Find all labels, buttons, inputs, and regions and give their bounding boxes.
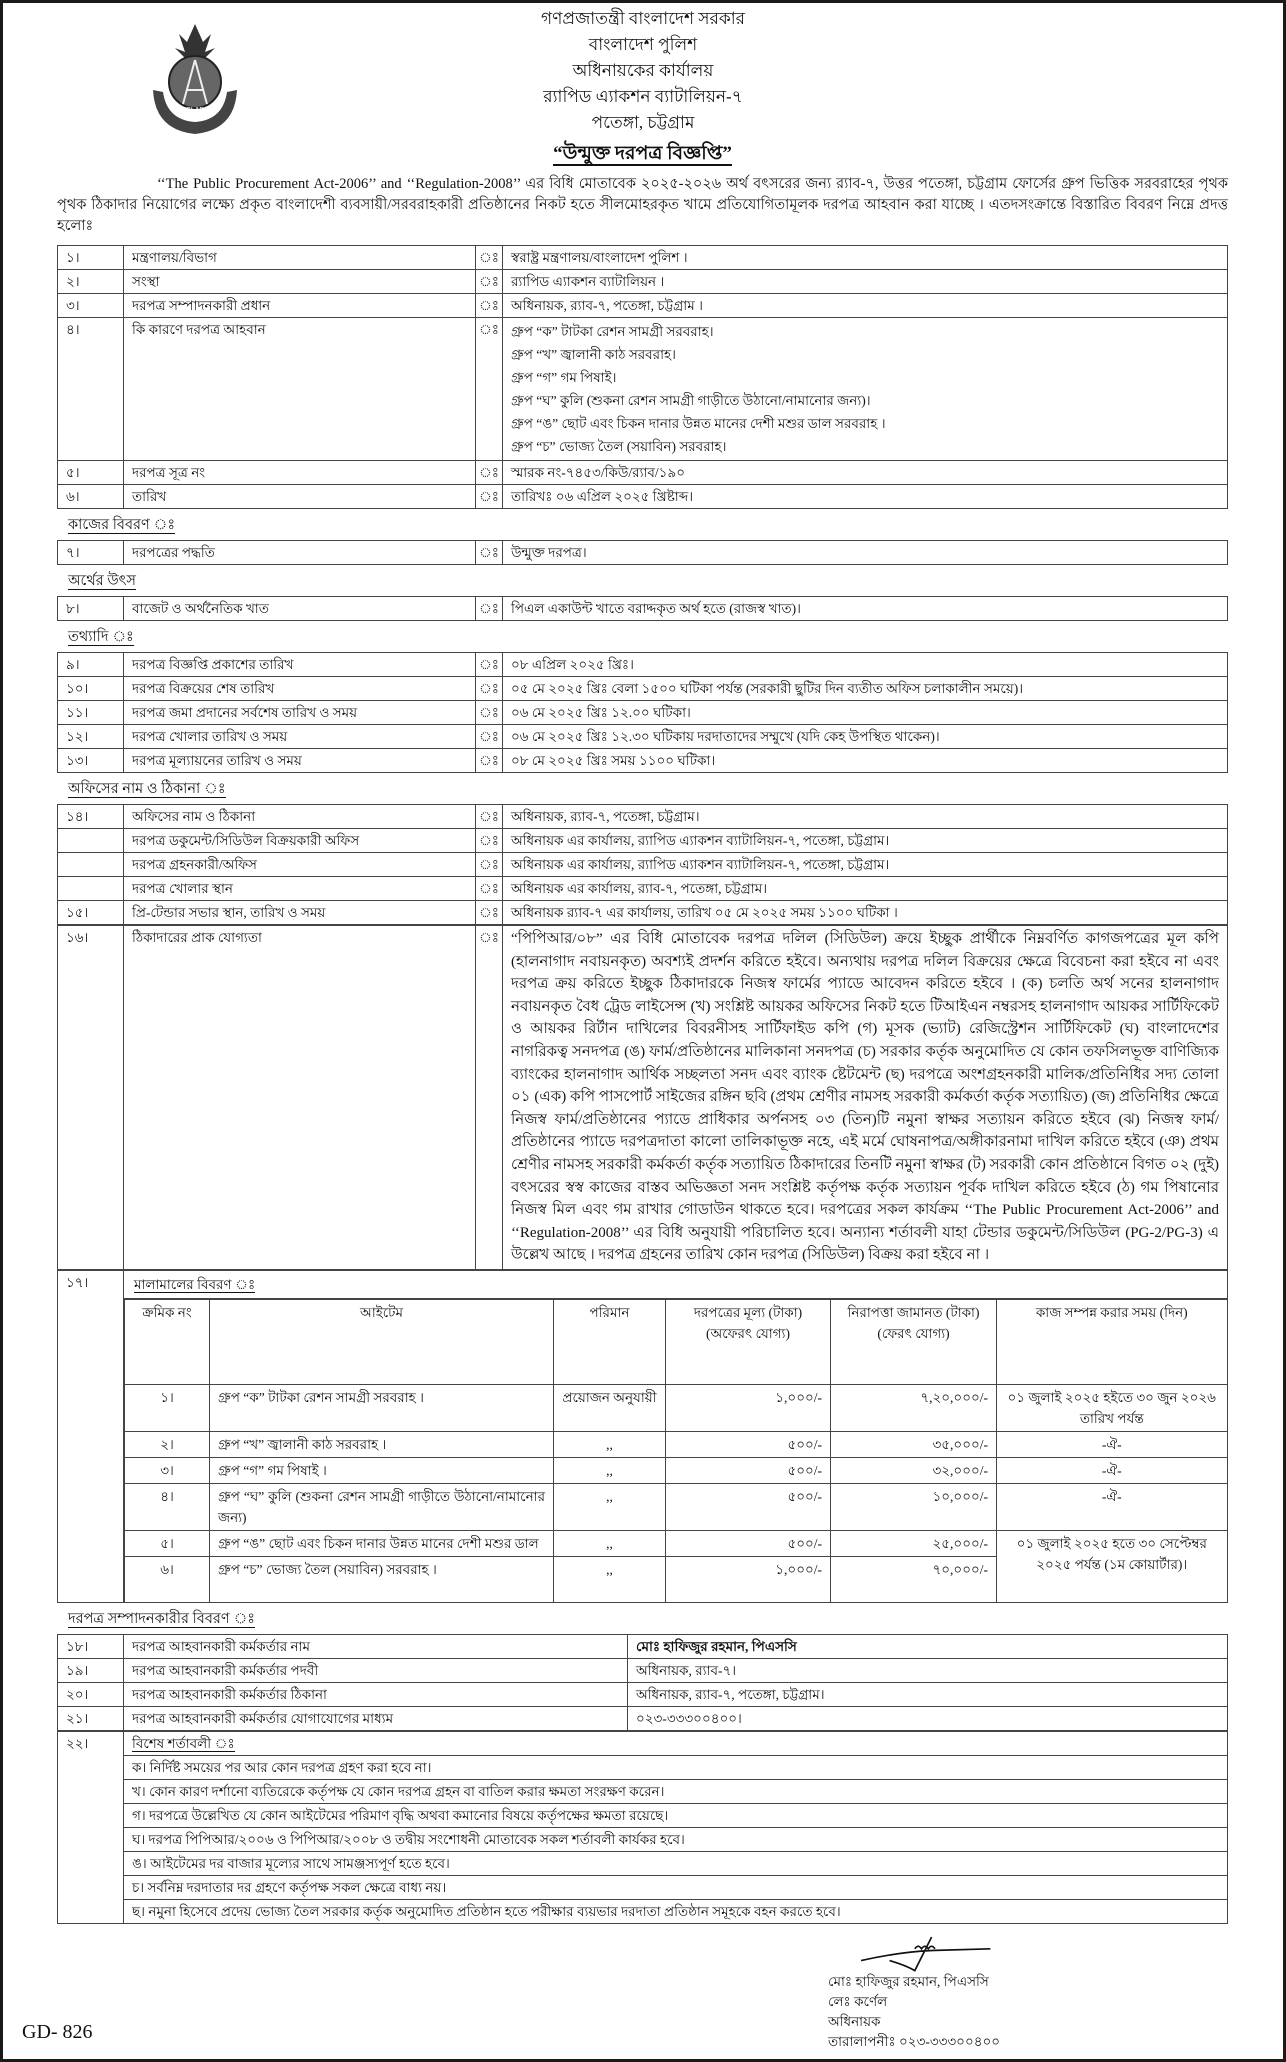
value-line: পিএল একাউন্ট খাতে বরাদ্দকৃত অর্থ হতে (রাজস্ব খাত)। (511, 601, 801, 616)
value-line: ০৫ মে ২০২৫ খ্রিঃ বেলা ১৫০০ ঘটিকা পর্যন্ত (সরকারী ছুটির দিন ব্যতীত অফিস চলাকালীন সময়ে)। (511, 681, 1024, 696)
item-tender-price: ৫০০/- (666, 1483, 831, 1530)
row-number: ৭। (58, 541, 124, 565)
section-work-text: কাজের বিবরণ ঃ (68, 517, 176, 533)
notice-title (57, 140, 1228, 168)
term-row (58, 1804, 1228, 1828)
section-fund-heading (68, 571, 1228, 591)
signatory-name: মোঃ হাফিজুর রহমান, পিএসসি (828, 1974, 989, 1990)
term-row (58, 1852, 1228, 1876)
table-row (58, 318, 1228, 461)
item-completion-time: -ঐ- (997, 1457, 1228, 1483)
item-row (125, 1431, 1228, 1457)
colon: ঃ (476, 677, 503, 701)
column-header: দরপত্রের মূল্য (টাকা) (অফেরৎ যোগ্য) (666, 1299, 831, 1384)
value-line: ০৮ এপ্রিল ২০২৫ খ্রিঃ। (511, 657, 634, 672)
header-line-police: বাংলাদেশ পুলিশ (588, 35, 698, 54)
row-value (503, 270, 1228, 294)
row-value (503, 853, 1228, 877)
header-line-office: অধিনায়কের কার্যালয় (572, 61, 714, 80)
item-row (125, 1530, 1228, 1556)
item-name: গ্রুপ “ঘ” কুলি (শুকনা রেশন সামগ্রী গাড়ীতে উঠানো/নামানোর জন্য) (210, 1483, 554, 1530)
item-tender-price: ১,০০০/- (666, 1384, 831, 1431)
table-row (58, 246, 1228, 270)
row-value (503, 725, 1228, 749)
section-fund-text: অর্থের উৎস (68, 573, 136, 589)
item-completion-time: ০১ জুলাই ২০২৫ হইতে ৩০ জুন ২০২৬ তারিখ পর্যন্ত (997, 1384, 1228, 1431)
row-label: দরপত্রের পদ্ধতি (124, 541, 476, 565)
items-header-row (125, 1299, 1228, 1384)
term-row (58, 1756, 1228, 1780)
row-number (58, 877, 124, 901)
item-completion-time: -ঐ- (997, 1483, 1228, 1530)
value-line: ০৮ মে ২০২৫ খ্রিঃ সময় ১১০০ ঘটিকা। (511, 753, 716, 768)
colon: ঃ (476, 461, 503, 485)
value-line: অধিনায়ক এর কার্যালয়, র‍্যাপিড এ্যাকশন ব্যাটালিয়ন-৭, পতেঙ্গা, চট্টগ্রাম। (511, 857, 890, 872)
colon: ঃ (476, 926, 503, 1270)
value-line: ০৬ মে ২০২৫ খ্রিঃ ১২.৩০ ঘটিকায় দরদাতাদের সম্মুখে (যদি কেহ উপস্থিত থাকেন)। (511, 729, 940, 744)
colon: ঃ (476, 270, 503, 294)
row-number: ৩। (58, 294, 124, 318)
section-officer-heading (68, 1609, 1228, 1629)
item-quantity: ,, (554, 1556, 666, 1602)
fund-table (57, 596, 1228, 621)
item-security-deposit: ৩২,০০০/- (831, 1457, 997, 1483)
signatory-designation: অধিনায়ক (828, 2014, 881, 2030)
term-row (58, 1876, 1228, 1900)
table-row (58, 270, 1228, 294)
item-security-deposit: ২৫,০০০/- (831, 1530, 997, 1556)
qualification-table (57, 925, 1228, 1270)
table-row (58, 926, 1228, 1270)
row-label: কি কারণে দরপত্র আহবান (124, 318, 476, 461)
item-security-deposit: ১০,০০০/- (831, 1483, 997, 1530)
row-value (503, 246, 1228, 270)
column-header: পরিমান (554, 1299, 666, 1384)
row-value (503, 653, 1228, 677)
value-line: গ্রুপ “ঙ” ছোট এবং চিকন দানার উন্নত মানের দেশী মশুর ডাল সরবরাহ । (511, 416, 886, 431)
item-serial: ৪। (125, 1483, 210, 1530)
item-serial: ৬। (125, 1556, 210, 1602)
value-line: অধিনায়ক র‍্যাব-৭ এর কার্যালয়, তারিখ ০৫ মে ২০২৫ সময় ১১০০ ঘটিকা । (511, 905, 898, 920)
item-security-deposit: ৩৫,০০০/- (831, 1431, 997, 1457)
item-serial: ৫। (125, 1530, 210, 1556)
table-row (58, 461, 1228, 485)
officer-table (57, 1634, 1228, 1731)
special-term: চ। সর্বনিম্ন দরদাতার দর গ্রহণে কর্তৃপক্ষ সকল ক্ষেত্রে বাধ্য নয়। (124, 1876, 1228, 1900)
term-row (58, 1900, 1228, 1924)
document-content (22, 0, 1228, 2062)
row-number: ১২। (58, 725, 124, 749)
term-row (58, 1828, 1228, 1852)
table-row (58, 877, 1228, 901)
item-completion-time: ০১ জুলাই ২০২৫ হতে ৩০ সেপ্টেম্বর ২০২৫ পর্যন্ত (১ম কোয়ার্টার)। (997, 1530, 1228, 1602)
item-tender-price: ৫০০/- (666, 1457, 831, 1483)
item-tender-price: ৫০০/- (666, 1530, 831, 1556)
colon: ঃ (476, 877, 503, 901)
colon: ঃ (476, 805, 503, 829)
goods-description-table (57, 1270, 1228, 1604)
table-row (58, 1270, 1228, 1298)
colon: ঃ (476, 597, 503, 621)
table-row (58, 1732, 1228, 1756)
signature-scribble (840, 1932, 1040, 1974)
value-line: গ্রুপ “খ” জ্বালানী কাঠ সরবরাহ। (511, 347, 676, 362)
row-label: মন্ত্রণালয়/বিভাগ (124, 246, 476, 270)
signature-area (22, 1932, 1228, 2052)
table-row (58, 677, 1228, 701)
colon: ঃ (476, 749, 503, 773)
table-row (58, 829, 1228, 853)
row-label: দরপত্র বিক্রয়ের শেষ তারিখ (124, 677, 476, 701)
row-number (58, 829, 124, 853)
row-label: অফিসের নাম ও ঠিকানা (124, 805, 476, 829)
row-label: দরপত্র আহবানকারী কর্মকর্তার ঠিকানা (124, 1683, 628, 1707)
table-row (58, 749, 1228, 773)
value-line: উন্মুক্ত দরপত্র। (511, 545, 587, 560)
colon: ঃ (476, 485, 503, 509)
value-line: স্বরাষ্ট্র মন্ত্রণালয়/বাংলাদেশ পুলিশ । (511, 250, 688, 265)
colon: ঃ (476, 725, 503, 749)
item-row (125, 1483, 1228, 1530)
table-row (58, 485, 1228, 509)
row-number: ২২। (58, 1732, 124, 1924)
item-security-deposit: ৭,২০,০০০/- (831, 1384, 997, 1431)
special-term: ছ। নমুনা হিসেবে প্রদেয় ভোজ্য তৈল সরকার কর্তৃক অনুমোদিত প্রতিষ্ঠান হতে পরীক্ষার ব্যয়ভার দরদাতা প্রতিষ্ঠান সমূহকে বহন করতে হবে। (124, 1900, 1228, 1924)
item-quantity: ,, (554, 1457, 666, 1483)
row-value (503, 597, 1228, 621)
table-row (58, 1635, 1228, 1659)
value-line: তারিখঃ ০৬ এপ্রিল ২০২৫ খ্রিষ্টাব্দ। (511, 489, 694, 504)
colon: ঃ (476, 294, 503, 318)
row-value (503, 901, 1228, 925)
row-label: সংস্থা (124, 270, 476, 294)
signatory-rank: লেঃ কর্ণেল (828, 1994, 888, 2010)
row-number: ২০। (58, 1683, 124, 1707)
item-security-deposit: ৭০,০০০/- (831, 1556, 997, 1602)
row-label: দরপত্র বিজ্ঞপ্তি প্রকাশের তারিখ (124, 653, 476, 677)
colon: ঃ (476, 829, 503, 853)
item-row (125, 1457, 1228, 1483)
colon: ঃ (476, 701, 503, 725)
table-row (58, 597, 1228, 621)
colon: ঃ (476, 853, 503, 877)
section-office-text: অফিসের নাম ও ঠিকানা ঃ (68, 781, 226, 797)
value-line: র‍্যাপিড এ্যাকশন ব্যাটালিয়ন । (511, 274, 665, 289)
row-value (503, 877, 1228, 901)
row-value (503, 749, 1228, 773)
row-value (503, 318, 1228, 461)
item-tender-price: ৫০০/- (666, 1431, 831, 1457)
row-label: ঠিকাদারের প্রাক যোগ্যতা (124, 926, 476, 1270)
row-number: ১৩। (58, 749, 124, 773)
value-line: অধিনায়ক, র‍্যাব-৭, পতেঙ্গা, চট্টগ্রাম। (511, 809, 700, 824)
section-officer-text: দরপত্র সম্পাদনকারীর বিবরণ ঃ (68, 1611, 256, 1628)
item-serial: ৩। (125, 1457, 210, 1483)
row-label: তারিখ (124, 485, 476, 509)
dates-table (57, 652, 1228, 773)
row-label: প্রি-টেন্ডার সভার স্থান, তারিখ ও সময় (124, 901, 476, 925)
item-quantity: ,, (554, 1431, 666, 1457)
row-value (503, 701, 1228, 725)
office-table (57, 804, 1228, 925)
row-number: ২১। (58, 1707, 124, 1731)
value-line: অধিনায়ক এর কার্যালয়, র‍্যাব-৭, পতেঙ্গা, চট্টগ্রাম। (511, 881, 768, 896)
item-name: গ্রুপ “ঙ” ছোট এবং চিকন দানার উন্নত মানের দেশী মশুর ডাল (210, 1530, 554, 1556)
special-term: ঙ। আইটেমের দর বাজার মূল্যের সাথে সামঞ্জস্যপূর্ণ হতে হবে। (124, 1852, 1228, 1876)
row-value: অধিনায়ক, র‍্যাব-৭। (628, 1659, 1228, 1683)
row-label: দরপত্র সূত্র নং (124, 461, 476, 485)
row-label: দরপত্র আহবানকারী কর্মকর্তার নাম (124, 1635, 628, 1659)
row-label: দরপত্র ডকুমেন্ট/সিডিউল বিক্রয়কারী অফিস (124, 829, 476, 853)
row-number (58, 853, 124, 877)
row-value: ০২৩-৩৩৩০০৪০০। (628, 1707, 1228, 1731)
row-value (503, 541, 1228, 565)
row-value (503, 805, 1228, 829)
work-table (57, 540, 1228, 565)
table-row (58, 901, 1228, 925)
column-header: আইটেম (210, 1299, 554, 1384)
row-value (503, 461, 1228, 485)
row-label: দরপত্র সম্পাদনকারী প্রধান (124, 294, 476, 318)
value-line: গ্রুপ “গ” গম পিষাই। (511, 370, 617, 385)
special-term: ঘ। দরপত্র পিপিআর/২০০৬ ও পিপিআর/২০০৮ ও তদ্বীয় সংশোধনী মোতাবেক সকল শর্তাবলী কার্যকর হবে। (124, 1828, 1228, 1852)
colon: ঃ (476, 901, 503, 925)
value-line: স্মারক নং-৭৪৫৩/কিউ/র‍্যাব/১৯০ (511, 465, 685, 480)
row-number: ১৮। (58, 1635, 124, 1659)
row-number: ১০। (58, 677, 124, 701)
table-row (58, 725, 1228, 749)
table-row (58, 701, 1228, 725)
item-serial: ১। (125, 1384, 210, 1431)
item-name: গ্রুপ “চ” ভোজ্য তৈল (সয়াবিন) সরবরাহ । (210, 1556, 554, 1602)
general-info-table (57, 245, 1228, 509)
signature-block (828, 1972, 1000, 2052)
column-header: কাজ সম্পন্ন করার সময় (দিন) (997, 1299, 1228, 1384)
row-number: ৯। (58, 653, 124, 677)
items-table (124, 1299, 1228, 1603)
table-row (58, 1659, 1228, 1683)
row-value (503, 485, 1228, 509)
table-row (58, 1707, 1228, 1731)
signatory-phone: তারালাপনীঃ ০২৩-৩৩৩০০৪০০ (828, 2034, 1001, 2050)
value-line: গ্রুপ “চ” ভোজ্য তৈল (সয়াবিন) সরবরাহ। (511, 439, 727, 454)
section-info-heading (68, 627, 1228, 647)
row-number: ১৫। (58, 901, 124, 925)
table-row (58, 1683, 1228, 1707)
table-row (58, 541, 1228, 565)
value-line: ০৬ মে ২০২৫ খ্রিঃ ১২.০০ ঘটিকা। (511, 705, 691, 720)
item-quantity: ,, (554, 1530, 666, 1556)
column-header: ক্রমিক নং (125, 1299, 210, 1384)
row-label: দরপত্র আহবানকারী কর্মকর্তার পদবী (124, 1659, 628, 1683)
row-number: ১৪। (58, 805, 124, 829)
row-value: মোঃ হাফিজুর রহমান, পিএসসি (628, 1635, 1228, 1659)
svg-text:BANGLADESH: BANGLADESH (171, 107, 219, 114)
row-number: ১। (58, 246, 124, 270)
term-row (58, 1780, 1228, 1804)
row-number: ৫। (58, 461, 124, 485)
row-number: ৬। (58, 485, 124, 509)
item-quantity: ,, (554, 1483, 666, 1530)
header-line-location: পতেঙ্গা, চট্টগ্রাম (591, 113, 695, 132)
special-term: গ। দরপত্রে উল্লেখিত যে কোন আইটেমের পরিমাণ বৃদ্ধি অথবা কমানোর বিষয়ে কর্তৃপক্ষের ক্ষমতা রয়েছে। (124, 1804, 1228, 1828)
row-label: দরপত্র খোলার তারিখ ও সময় (124, 725, 476, 749)
table-row (58, 805, 1228, 829)
header-line-battalion: র‍্যাপিড এ্যাকশন ব্যাটালিয়ন-৭ (543, 87, 743, 106)
row-value: অধিনায়ক, র‍্যাব-৭, পতেঙ্গা, চট্টগ্রাম। (628, 1683, 1228, 1707)
colon: ঃ (476, 318, 503, 461)
value-line: গ্রুপ “ক” টাটকা রেশন সামগ্রী সরবরাহ। (511, 324, 714, 339)
table-row (58, 853, 1228, 877)
row-label: দরপত্র মূল্যায়নের তারিখ ও সময় (124, 749, 476, 773)
row-label (124, 1270, 1228, 1298)
row-label: দরপত্র গ্রহনকারী/অফিস (124, 853, 476, 877)
value-line: অধিনায়ক, র‍্যাব-৭, পতেঙ্গা, চট্টগ্রাম । (511, 298, 703, 313)
item-name: গ্রুপ “খ” জ্বালানী কাঠ সরবরাহ । (210, 1431, 554, 1457)
goods-heading: মালামালের বিবরণ ঃ (134, 1276, 256, 1292)
row-label: দরপত্র আহবানকারী কর্মকর্তার যোগাযোগের মাধ্যম (124, 1707, 628, 1731)
colon: ঃ (476, 246, 503, 270)
row-value (503, 829, 1228, 853)
item-completion-time: -ঐ- (997, 1431, 1228, 1457)
row-number: ১৯। (58, 1659, 124, 1683)
item-name: গ্রুপ “ক” টাটকা রেশন সামগ্রী সরবরাহ । (210, 1384, 554, 1431)
row-label: বাজেট ও অর্থনৈতিক খাত (124, 597, 476, 621)
row-value (503, 677, 1228, 701)
row-number: ১৬। (58, 926, 124, 1270)
intro-paragraph: ‘‘The Public Procurement Act-2006’’ and ‘‘Regulation-2008’’ এর বিধি মোতাবেক ২০২৫-২০২৬ অর্থ বৎসরের জন্য র‍্যাব-৭, উত্তর পতেঙ্গা, চট্টগ্রাম ফোর্সের গ্রুপ ভিত্তিক সরবরাহের পৃথক পৃথক ঠিকাদার নিয়োগের লক্ষ্যে প্রকৃত বাংলাদেশী ব্যবসায়ী/সরবরাহকারী প্রতিষ্ঠানের নিকট হতে সীলমোহরকৃত খামে প্রতিযোগিতামূলক দরপত্র আহবান করা যাচ্ছে । এতদসংক্রান্তে বিস্তারিত বিবরণ নিম্নে প্রদত্ত হলোঃ (57, 176, 1228, 234)
colon: ঃ (476, 653, 503, 677)
special-term: খ। কোন কারণ দর্শানো ব্যতিরেকে কর্তৃপক্ষ যে কোন দরপত্র গ্রহন বা বাতিল করার ক্ষমতা সংরক্ষণ করেন। (124, 1780, 1228, 1804)
item-row (125, 1384, 1228, 1431)
item-tender-price: ১,০০০/- (666, 1556, 831, 1602)
table-row (58, 653, 1228, 677)
row-label (124, 1732, 1228, 1756)
table-row (58, 294, 1228, 318)
section-info-text: তথ্যাদি ঃ (68, 629, 134, 645)
qualification-text: “পিপিআর/০৮” এর বিধি মোতাবেক দরপত্র দলিল (সিডিউল) ক্রয়ে ইচ্ছুক প্রার্থীকে নিম্নবর্ণিত কাগজপত্রের মূল কপি (হালনাগাদ নবায়নকৃত) অবশ্যই প্রদর্শন করিতে হইবে। অন্যথায় দরপত্র দলিল বিক্রয়ের ক্ষেত্রে বিবেচনা করা হইবে না এবং দরপত্র ক্রয় করিতে ইচ্ছুক ঠিকাদারকে নিজস্ব ফার্মের প্যাডে আবেদন করিতে হইবে । (ক) চলতি অর্থ সনের হালনাগাদ নবায়নকৃত বৈধ ট্রেড লাইসেন্স (খ) সংশ্লিষ্ট আয়কর অফিসের নিকট হতে টিআইএন নম্বরসহ হালনাগাদ আয়কর সার্টিফিকেট ও আয়কর রির্টান দাখিলের বিবরনীসহ সার্টিফাইড কপি (গ) মূসক (ভ্যাট) রেজিস্ট্রেশন সার্টিফিকেট (ঘ) বাংলাদেশের নাগরিকত্ব সনদপত্র (ঙ) ফার্ম/প্রতিষ্ঠানের মালিকানা সনদপত্র (চ) সরকার কর্তৃক অনুমোদিত যে কোন তফসিলভূক্ত বাণিজ্যিক ব্যাংকের হালনাগাদ আর্থিক সচ্ছলতা সনদ এবং ব্যাংক ষ্টেটমেন্ট (ছ) দরপত্রে অংশগ্রহনকারী মালিক/প্রতিনিধির সদ্য তোলা ০১ (এক) কপি পাসপোর্ট সাইজের রঙ্গিন ছবি (প্রথম শ্রেণীর নামসহ সরকারী কর্মকর্তা কর্তৃক সত্যায়িত) (জ) প্রতিনিধির ক্ষেত্রে নিজস্ব ফার্ম/প্রতিষ্ঠানের প্যাডে প্রাধিকার অর্পনসহ ০৩ (তিন)টি নমুনা স্বাক্ষর সত্যায়ন করিতে হইবে (ঝ) নিজস্ব ফার্ম/প্রতিষ্ঠানের প্যাডে দরপত্রদাতা কালো তালিকাভূক্ত নহে, এই মর্মে ঘোষনাপত্র/অঙ্গীকারনামা দাখিল করিতে হইবে (ঞ) প্রথম শ্রেণীর নামসহ সরকারী কর্মকর্তা কর্তৃক সত্যায়িত ঠিকাদারের তিনটি নমুনা স্বাক্ষর (ট) সরকারী কোন প্রতিষ্ঠানে বিগত ০২ (দুই) বৎসরের স্বস্ব কাজের বাস্তব অভিজ্ঞতা সনদ সংশ্লিষ্ট কর্তৃপক্ষ কর্তৃক সত্যায়ন পূর্বক দাখিল করিতে হইবে (ঠ) গম পিষানোর নিজস্ব মিল এবং গম রাখার গোডাউন থাকতে হবে। দরপত্রের সকল কার্যক্রম ‘‘The Public Procurement Act-2006’’ and ‘‘Regulation-2008’’ এর বিধি অনুযায়ী পরিচালিত হবে। অন্যান্য শর্তাবলী যাহা টেন্ডার ডকুমেন্ট/সিডিউল (PG-2/PG-3) এ উল্লেখ আছে । দরপত্র গ্রহনের তারিখ কোন দরপত্র (সিডিউল) বিক্রয় করা হইবে না । (503, 926, 1228, 1270)
item-name: গ্রুপ “গ” গম পিষাই । (210, 1457, 554, 1483)
row-number: ১৭। (58, 1270, 124, 1298)
row-value (503, 294, 1228, 318)
item-serial: ২। (125, 1431, 210, 1457)
value-line: গ্রুপ “ঘ” কুলি (শুকনা রেশন সামগ্রী গাড়ীতে উঠানো/নামানোর জন্য)। (511, 393, 871, 408)
row-number: ২। (58, 270, 124, 294)
special-terms-heading: বিশেষ শর্তাবলী ঃ (132, 1736, 235, 1752)
special-terms-table (57, 1731, 1228, 1924)
header-line-government: গণপ্রজাতন্ত্রী বাংলাদেশ সরকার (540, 9, 746, 28)
footer-code: GD- 826 (22, 2021, 93, 2044)
section-work-heading (68, 515, 1228, 535)
row-number: ১১। (58, 701, 124, 725)
row-number: ৪। (58, 318, 124, 461)
colon: ঃ (476, 541, 503, 565)
row-number: ৮। (58, 597, 124, 621)
notice-title-text: “উন্মুক্ত দরপত্র বিজ্ঞপ্তি” (553, 143, 732, 164)
row-label: দরপত্র খোলার স্থান (124, 877, 476, 901)
letterhead (300, 6, 986, 136)
column-header: নিরাপত্তা জামানত (টাকা) (ফেরৎ যোগ্য) (831, 1299, 997, 1384)
value-line: অধিনায়ক এর কার্যালয়, র‍্যাপিড এ্যাকশন ব্যাটালিয়ন-৭, পতেঙ্গা, চট্টগ্রাম। (511, 833, 890, 848)
special-term: ক। নির্দিষ্ট সময়ের পর আর কোন দরপত্র গ্রহণ করা হবে না। (124, 1756, 1228, 1780)
section-office-heading (68, 779, 1228, 799)
item-quantity: প্রয়োজন অনুযায়ী (554, 1384, 666, 1431)
row-label: দরপত্র জমা প্রদানের সর্বশেষ তারিখ ও সময় (124, 701, 476, 725)
